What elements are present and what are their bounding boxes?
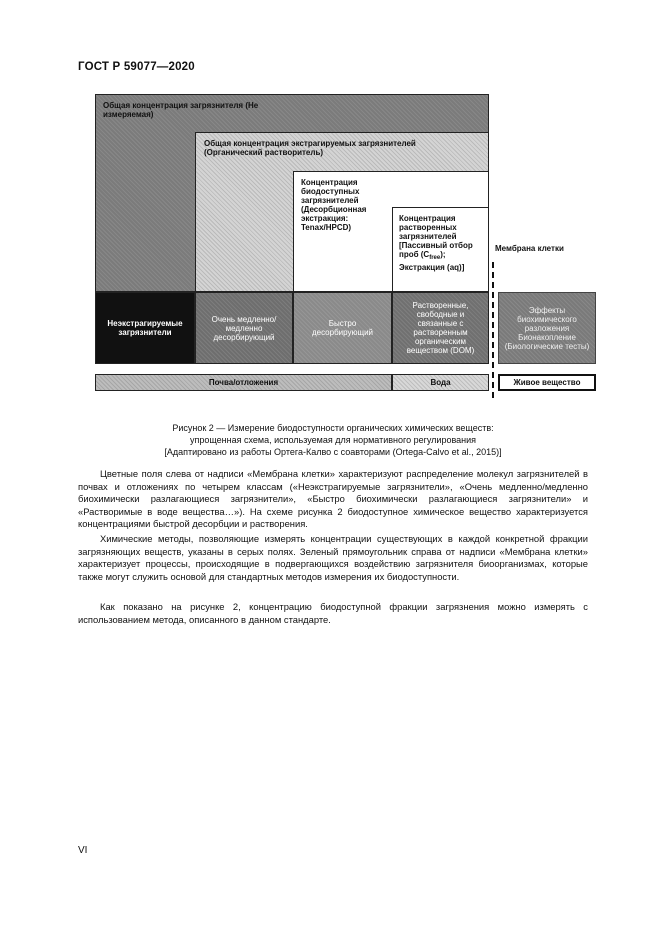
dissolved-concentration-box bbox=[392, 207, 489, 292]
class-fast-desorbing: Быстро десорбирующий bbox=[293, 292, 392, 364]
dissolved-concentration-label: Концентрация растворенных загрязнителей [Пассивный отбор проб $(C_{free})$; Экстракция (aq)] bbox=[399, 214, 473, 272]
caption-line-2: упрощенная схема, используемая для нормативного регулирования bbox=[189, 435, 477, 445]
bioaccessible-concentration-label: Концентрация биодоступных загрязнителей (Десорбционная экстракция: Tenax/HPCD) bbox=[301, 178, 367, 232]
figure-2 bbox=[0, 0, 661, 420]
extractable-concentration-label: Общая концентрация экстрагируемых загрязнителей (Органический растворитель) bbox=[204, 139, 416, 157]
soil-sediment-bar: Почва/отложения bbox=[95, 374, 392, 391]
caption-line-3: [Адаптировано из работы Ортега-Калво с соавторами (Ortega-Calvo et al., 2015)] bbox=[164, 447, 502, 457]
figure-caption bbox=[78, 422, 588, 458]
paragraph-1: Цветные поля слева от надписи «Мембрана клетки» характеризуют распределение молекул загрязнителей в почвах и отложениях по четырем классам («Неэкстрагируемые загрязнители», «Очень медленно/медленно биохимически разлагающиеся загрязнители», «Быстро биохимически разлагающиеся загрязнители» и «Растворимые в воде вещества…»). На схеме рисунка 2 биодоступное химическое вещество характеризуется концентрациями быстрой десорбции и растворения. bbox=[78, 468, 588, 529]
caption-line-1: Рисунок 2 — Измерение биодоступности органических химических веществ: bbox=[172, 423, 494, 433]
class-dissolved: Растворенные, свободные и связанные с растворенным органическим веществом (DOM) bbox=[392, 292, 489, 364]
class-non-extractable: Неэкстрагируемые загрязнители bbox=[95, 292, 195, 364]
water-bar: Вода bbox=[392, 374, 489, 391]
paragraph-2: Химические методы, позволяющие измерять концентрации существующих в каждой конкретной фракции загрязняющих веществ, указаны в серых полях. Зеленый прямоугольник справа от надписи «Мембрана клетки» характеризует процессы, происходящие в подвергающихся воздействию загрязнителя биоорганизмах, которые также могут служить основой для стандартных методов измерения их биодоступности. bbox=[78, 533, 588, 582]
living-matter-bar: Живое вещество bbox=[498, 374, 596, 391]
document-code: ГОСТ Р 59077—2020 bbox=[78, 61, 195, 73]
page-number: VI bbox=[78, 845, 88, 856]
cell-membrane-dashed-line bbox=[492, 262, 494, 398]
total-concentration-label: Общая концентрация загрязнителя (Не измеряемая) bbox=[103, 101, 259, 119]
paragraph-3: Как показано на рисунке 2, концентрацию биодоступной фракции загрязнения можно измерять с использованием метода, описанного в данном стандарте. bbox=[78, 601, 588, 625]
biological-effects-box: Эффекты биохимического разложения Бионакопление (Биологические тесты) bbox=[498, 292, 596, 364]
cell-membrane-label: Мембрана клетки bbox=[495, 244, 564, 253]
class-very-slow-desorbing: Очень медленно/ медленно десорбирующий bbox=[195, 292, 293, 364]
